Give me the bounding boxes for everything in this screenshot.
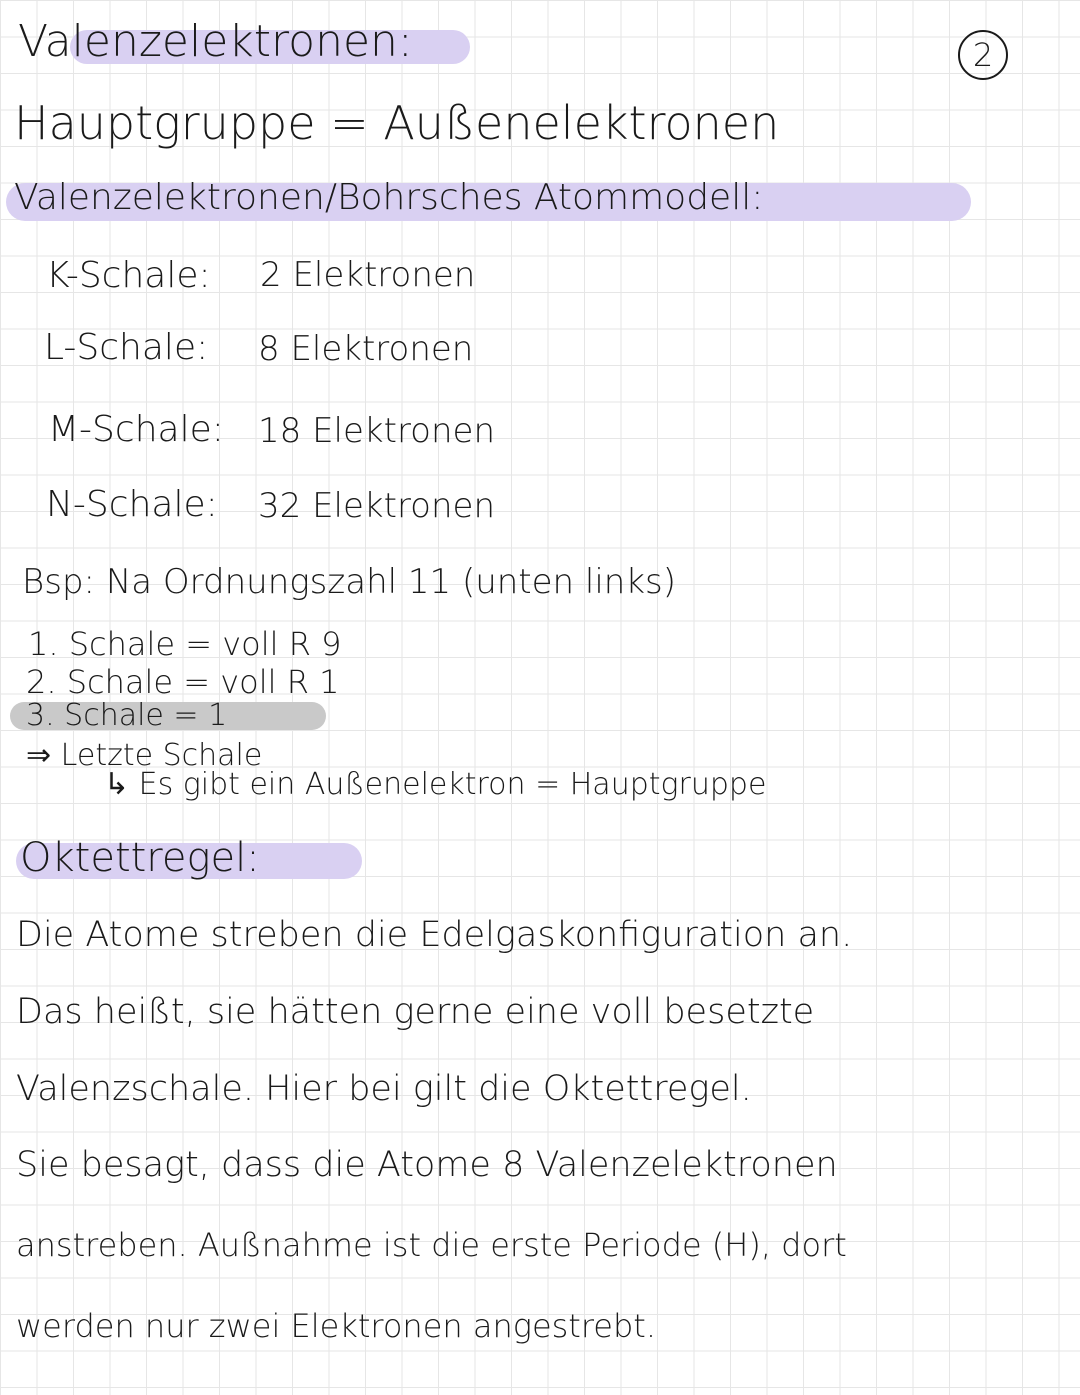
paragraph-line: Sie besagt, dass die Atome 8 Valenzelektronen [16,1145,838,1185]
paragraph-line: werden nur zwei Elektronen angestrebt. [16,1307,657,1345]
example-step: 3. Schale = 1 [26,698,228,733]
example-intro: Bsp: Na Ordnungszahl 11 (unten links) [22,562,677,602]
paragraph-line: anstreben. Außnahme ist die erste Periode (H), dort [16,1226,847,1264]
example-conclusion: ⇒ Letzte Schale [26,738,263,773]
paragraph-line: Valenzschale. Hier bei gilt die Oktettregel. [16,1069,752,1109]
shell-value: 2 Elektronen [260,255,476,295]
example-step: 2. Schale = voll R 1 [26,663,340,701]
shell-value: 18 Elektronen [258,411,495,451]
shell-label: M-Schale: [48,409,224,450]
shell-label: N-Schale: [46,484,218,525]
heading-oktettregel: Oktettregel: [20,835,260,881]
heading-valenzelektronen: Valenzelektronen: [18,16,413,67]
hauptgruppe-definition: Hauptgruppe = Außenelektronen [14,96,780,150]
shell-label: K-Schale: [46,255,211,296]
paragraph-line: Das heißt, sie hätten gerne eine voll besetzte [16,992,815,1032]
page-number: 2 [958,30,1008,80]
paragraph-line: Die Atome streben die Edelgaskonfiguration an. [16,915,853,955]
example-step: 1. Schale = voll R 9 [28,625,342,663]
shell-value: 8 Elektronen [258,329,474,369]
shell-value: 32 Elektronen [258,486,495,526]
heading-bohr-model: Valenzelektronen/Bohrsches Atommodell: [14,177,764,218]
shell-label: L-Schale: [44,327,209,368]
example-result: ↳ Es gibt ein Außenelektron = Hauptgruppe [104,767,767,802]
